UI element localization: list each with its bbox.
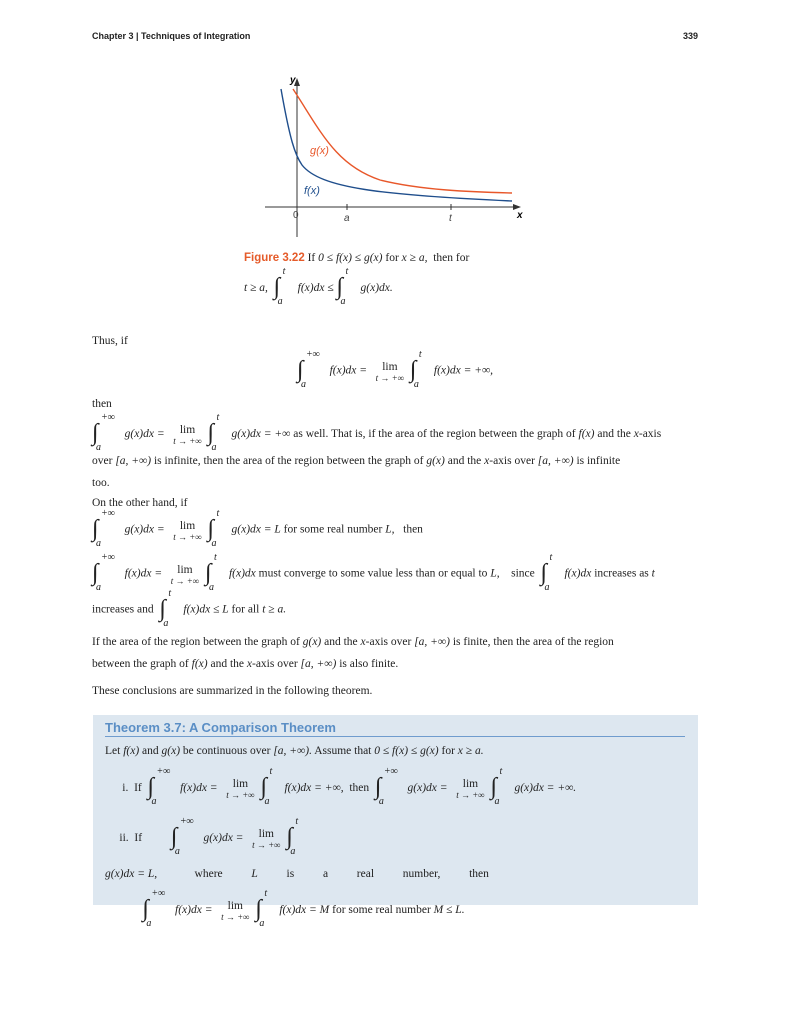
text-run: and the (594, 428, 634, 440)
upper-limit: t (549, 552, 553, 563)
text-run: If the area of the region between the graph of (92, 636, 303, 648)
integral (170, 816, 194, 858)
upper-limit: t (213, 552, 217, 563)
integral (336, 266, 359, 308)
text-run: -axis (638, 428, 662, 440)
text-line (92, 393, 698, 415)
integral-sign-icon: ∫ (540, 560, 548, 586)
lim-label: lim (179, 520, 196, 532)
upper-limit: +∞ (156, 766, 171, 778)
text-run: Assume that (311, 745, 375, 757)
math-expression: L, (385, 523, 395, 536)
lower-limit: a (544, 582, 550, 593)
text-run: and the (444, 455, 485, 467)
math-expression: f(x)dx = (166, 904, 216, 916)
text-line (92, 552, 698, 593)
text-run: for some real number (329, 904, 434, 916)
text-line (92, 653, 698, 675)
upper-limit: t (216, 412, 220, 424)
text-run: i. If (105, 782, 148, 794)
lower-limit: a (300, 379, 306, 390)
text-run: then (394, 523, 423, 536)
math-expression: t ≥ a, (244, 282, 274, 294)
integral-sign-icon: ∫ (142, 896, 149, 923)
text-line (105, 888, 687, 930)
lim-subscript: t → +∞ (173, 436, 202, 447)
upper-limit: +∞ (101, 552, 115, 563)
math-expression: g(x) (161, 745, 181, 757)
text-run: then (92, 398, 112, 410)
upper-limit: t (499, 766, 503, 778)
text-run: increases as (591, 567, 652, 580)
math-expression: g(x) (302, 636, 322, 648)
text-run: must converge to some value less than or equal to (255, 567, 491, 580)
limit (370, 360, 410, 382)
math-expression: x ≥ a. (457, 745, 484, 757)
math-expression: [a, +∞) (414, 636, 450, 648)
text-run: and the (321, 636, 361, 648)
integral-sign-icon: ∫ (273, 274, 281, 301)
integral (142, 888, 166, 930)
math-expression: M ≤ L. (433, 904, 465, 916)
y-axis-label: y (290, 75, 296, 86)
text-run (105, 904, 142, 916)
text-line (92, 330, 698, 352)
caption-line (244, 266, 544, 308)
math-expression: g(x)dx = (116, 523, 168, 536)
tick-t-label: t (449, 213, 452, 224)
origin-label: 0 (293, 210, 299, 221)
text-run: On the other hand, if (92, 497, 188, 509)
math-expression: [a, +∞). (273, 745, 312, 757)
integral (286, 816, 308, 858)
integral-sign-icon: ∫ (170, 824, 178, 851)
text-line (92, 450, 698, 472)
upper-limit: t (264, 888, 268, 900)
math-expression: f(x)dx = +∞, (284, 782, 344, 794)
math-expression: g(x)dx = (194, 832, 247, 844)
math-expression: f(x)dx (228, 567, 256, 580)
integral-sign-icon: ∫ (490, 774, 498, 801)
math-expression: g(x)dx = +∞ (231, 428, 291, 440)
integral-sign-icon: ∫ (207, 516, 215, 542)
math-expression: x (633, 428, 639, 440)
upper-limit: t (295, 816, 299, 828)
math-expression: x (360, 636, 366, 648)
theorem-item-i (105, 766, 687, 808)
g-label: g(x) (310, 145, 329, 157)
lower-limit: a (211, 442, 217, 454)
math-expression: g(x)dx = (116, 428, 168, 440)
integral (273, 266, 296, 308)
upper-limit: +∞ (179, 816, 194, 828)
integral (207, 412, 230, 454)
lim-label: lim (258, 828, 274, 841)
text-run: Let (105, 745, 124, 757)
integral (92, 412, 115, 454)
text-run: as well. That is, if the area of the region between the graph of (290, 428, 579, 440)
math-expression: x (246, 658, 252, 670)
theorem-title: Theorem 3.7: A Comparison Theorem (105, 720, 685, 737)
x-axis (265, 204, 521, 210)
theorem-box (93, 715, 698, 930)
lower-limit: a (174, 846, 180, 858)
math-expression: f(x)dx = M (279, 904, 330, 916)
integral (92, 552, 115, 593)
upper-limit: +∞ (383, 766, 398, 778)
lower-limit: a (211, 538, 217, 549)
upper-limit: +∞ (305, 349, 320, 360)
text-run: -axis over (365, 636, 415, 648)
text-run: is finite, then the area of the region (449, 636, 614, 648)
integral (204, 552, 227, 593)
figure-label: Figure 3.22 (244, 252, 305, 264)
text-run: is a real number, then (257, 868, 489, 880)
lower-limit: a (378, 796, 384, 808)
lower-limit: a (96, 582, 101, 593)
text-run: Thus, if (92, 335, 128, 347)
math-expression: [a, +∞) (300, 658, 337, 670)
limit (168, 423, 208, 445)
math-expression: g(x)dx = L (231, 523, 281, 536)
integral-sign-icon: ∫ (409, 357, 417, 383)
lower-limit: a (413, 379, 419, 390)
curve-g (293, 89, 512, 193)
integral-sign-icon: ∫ (296, 357, 304, 383)
lower-limit: a (96, 538, 101, 549)
lim-subscript: t → +∞ (252, 840, 281, 851)
limit (220, 777, 260, 799)
text-run: These conclusions are summarized in the following theorem. (92, 685, 373, 697)
integral (147, 766, 171, 808)
text-run: then for (427, 252, 470, 264)
lim-subscript: t → +∞ (226, 790, 255, 801)
text-run: If (304, 252, 319, 264)
lower-limit: a (146, 918, 152, 930)
paragraph-thus (92, 330, 698, 352)
lower-limit: a (163, 618, 169, 629)
integral (255, 888, 277, 930)
figure-3-22-graph (240, 70, 540, 250)
text-run: then (343, 782, 375, 794)
integral-sign-icon: ∫ (92, 516, 99, 542)
lower-limit: a (259, 918, 265, 930)
math-expression: f(x) (191, 658, 208, 670)
lim-subscript: t → +∞ (221, 912, 250, 923)
tick-a-label: a (344, 213, 350, 224)
text-run: and (139, 745, 162, 757)
paragraph-p1 (92, 412, 698, 494)
limit (450, 777, 490, 799)
integral-sign-icon: ∫ (207, 420, 215, 447)
upper-limit: +∞ (101, 508, 115, 519)
paragraph-eq2 (92, 508, 698, 549)
lower-limit: a (494, 796, 500, 808)
integral (374, 766, 398, 808)
upper-limit: t (269, 766, 273, 778)
text-run: is infinite, then the area of the region between the graph of (151, 455, 427, 467)
integral-sign-icon: ∫ (92, 420, 99, 447)
math-expression: g(x) (426, 455, 445, 467)
integral (92, 508, 115, 549)
lim-label: lim (382, 361, 398, 373)
x-axis-label: x (517, 210, 523, 221)
text-line (105, 740, 687, 762)
lower-limit: a (277, 296, 283, 308)
text-run: for some real number (280, 523, 386, 536)
text-line (92, 588, 698, 629)
text-run: be continuous over (180, 745, 274, 757)
text-run: is infinite (573, 455, 621, 467)
lower-limit: a (264, 796, 270, 808)
paragraph-eq1 (92, 349, 698, 390)
text-line (92, 412, 698, 454)
math-expression: [a, +∞) (115, 455, 152, 467)
lim-label: lim (232, 778, 249, 791)
lim-subscript: t → +∞ (375, 373, 405, 383)
text-run: between the graph of (92, 658, 192, 670)
text-line (92, 349, 698, 390)
paragraph-summ (92, 680, 698, 702)
text-run: for all (228, 603, 263, 616)
lim-subscript: t → +∞ (170, 576, 200, 586)
integral-sign-icon: ∫ (204, 560, 212, 586)
math-expression: f(x)dx ≤ (297, 282, 337, 294)
upper-limit: t (418, 349, 422, 360)
theorem-item-let (105, 740, 687, 762)
theorem-item-ii (105, 816, 687, 930)
text-run: -axis over (489, 455, 538, 467)
limit (215, 899, 255, 921)
upper-limit: t (345, 266, 349, 278)
text-line (92, 492, 698, 514)
limit (246, 827, 286, 849)
lim-label: lim (462, 778, 479, 791)
math-expression: g(x)dx = +∞. (514, 782, 577, 794)
integral (540, 552, 562, 593)
math-expression: x (484, 455, 490, 467)
text-run: over (92, 455, 116, 467)
integral-sign-icon: ∫ (92, 560, 99, 586)
integral (207, 508, 230, 549)
upper-limit: t (282, 266, 286, 278)
upper-limit: t (216, 508, 220, 519)
integral-sign-icon: ∫ (255, 896, 262, 923)
math-expression: 0 ≤ f(x) ≤ g(x) (374, 745, 439, 757)
math-expression: L, (490, 567, 500, 580)
text-line (105, 816, 687, 892)
text-run: ii. If (105, 832, 171, 844)
text-run: where (157, 868, 252, 880)
text-run: is also finite. (336, 658, 399, 670)
lim-subscript: t → +∞ (456, 790, 485, 801)
integral-sign-icon: ∫ (286, 824, 293, 851)
integral (296, 349, 320, 390)
text-line (92, 631, 698, 653)
integral-sign-icon: ∫ (336, 274, 344, 301)
paragraph-incr (92, 588, 698, 629)
math-expression: x ≥ a, (401, 252, 428, 264)
integral (159, 588, 181, 629)
lower-limit: a (340, 296, 346, 308)
math-expression: f(x) (123, 745, 140, 757)
text-run: since (499, 567, 541, 580)
text-line (92, 680, 698, 702)
limit (168, 519, 208, 541)
text-line (105, 766, 687, 808)
math-expression: f(x)dx = (320, 364, 370, 377)
upper-limit: t (168, 588, 172, 599)
math-expression: f(x)dx (564, 567, 592, 580)
math-expression: g(x)dx = (398, 782, 451, 794)
lim-label: lim (227, 900, 243, 913)
math-expression: f(x) (578, 428, 595, 440)
math-expression: [a, +∞) (537, 455, 574, 467)
paragraph-other (92, 492, 698, 514)
upper-limit: +∞ (101, 412, 115, 424)
integral-sign-icon: ∫ (147, 774, 155, 801)
math-expression: t (651, 567, 655, 580)
text-run: for (382, 252, 402, 264)
integral-sign-icon: ∫ (260, 774, 268, 801)
math-expression: f(x)dx = (116, 567, 165, 580)
upper-limit: +∞ (151, 888, 166, 900)
lower-limit: a (151, 796, 157, 808)
integral (409, 349, 432, 390)
text-run: too. (92, 477, 110, 489)
caption-line (305, 252, 470, 264)
math-expression: g(x)dx. (360, 282, 393, 294)
limit (165, 563, 205, 585)
lim-label: lim (179, 424, 196, 437)
text-run: for (438, 745, 458, 757)
math-expression: g(x)dx = L, (105, 868, 158, 880)
integral-sign-icon: ∫ (159, 596, 166, 622)
f-label: f(x) (304, 185, 320, 197)
figure-caption (244, 243, 544, 308)
text-run: increases and (92, 603, 160, 616)
page-number: 339 (682, 31, 698, 41)
math-expression: f(x)dx = (171, 782, 221, 794)
lower-limit: a (96, 442, 101, 454)
lim-subscript: t → +∞ (173, 532, 202, 542)
paragraph-eq3 (92, 552, 698, 593)
math-expression: f(x)dx ≤ L (183, 603, 229, 616)
lim-label: lim (177, 564, 193, 576)
paragraph-then (92, 393, 698, 415)
chapter-header: Chapter 3 | Techniques of Integration (92, 31, 251, 41)
text-run: -axis over (252, 658, 301, 670)
integral-sign-icon: ∫ (374, 774, 382, 801)
math-expression: f(x)dx = +∞, (433, 364, 494, 377)
text-line (92, 508, 698, 549)
math-expression: t ≥ a. (262, 603, 287, 616)
integral (260, 766, 282, 808)
lower-limit: a (208, 582, 214, 593)
text-line (92, 472, 698, 494)
text-run: and the (207, 658, 247, 670)
lower-limit: a (290, 846, 296, 858)
integral (490, 766, 512, 808)
math-expression: L (251, 868, 258, 880)
paragraph-p2 (92, 631, 698, 675)
math-expression: 0 ≤ f(x) ≤ g(x) (318, 252, 383, 264)
